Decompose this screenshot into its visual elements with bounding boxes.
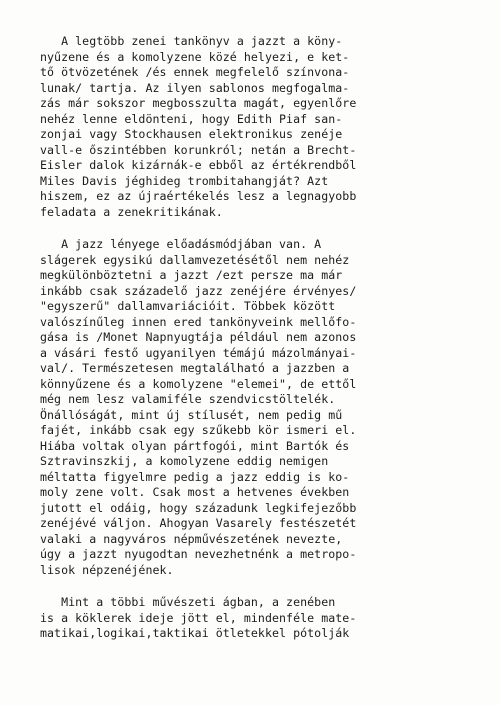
text-line: val/. Természetesen megtalálható a jazzben a xyxy=(40,361,350,375)
text-line: Eisler dalok kizárnák-e ebből az értékrendből xyxy=(40,158,357,172)
text-line: nyűzene és a komolyzene közé helyezi, e ket- xyxy=(40,49,350,64)
text-line: méltatta figyelmre pedig a jazz eddig is ko- xyxy=(40,469,350,484)
text-line: fajét, inkább csak egy szűkebb kör ismeri el. xyxy=(40,423,357,437)
text-line: valószínűleg innen ered tankönyveink mellőfo- xyxy=(40,314,357,329)
text-line: hiszem, ez az újraértékelés lesz a legnagyobb xyxy=(40,189,357,203)
text-line: A jazz lényege előadásmódjában van. A xyxy=(40,237,322,251)
text-line: A legtöbb zenei tankönyv a jazzt a köny- xyxy=(40,34,343,48)
text-line: lisok népzenéjének. xyxy=(40,562,174,577)
text-line: megkülönböztetni a jazzt /ezt persze ma már xyxy=(40,268,343,282)
text-line: Sztravinszkij, a komolyzene eddig nemigen xyxy=(40,454,329,468)
paragraph-gap xyxy=(40,578,490,595)
text-line: Önállóságát, mint új stílusét, nem pedig mű xyxy=(40,407,343,422)
text-line: moly zene volt. Csak most a hetvenes években xyxy=(40,485,350,499)
paragraph-3 xyxy=(40,595,490,642)
text-line: jutott el odáig, hogy századunk legkifejezőbb xyxy=(40,500,357,515)
paragraph-2 xyxy=(40,237,490,578)
text-line: inkább csak századelő jazz zenéjére érvényes/ xyxy=(40,283,357,298)
text-line: nehéz lenne eldönteni, hogy Edith Piaf san- xyxy=(40,111,343,126)
text-line: zenéjévé váljon. Ahogyan Vasarely festészetét xyxy=(40,516,357,530)
document-body xyxy=(40,34,490,642)
text-line: Mint a többi művészeti ágban, a zenében xyxy=(40,595,336,609)
text-line: úgy a jazzt nyugodtan nevezhetnénk a metropo- xyxy=(40,547,357,561)
text-line: tő ötvözetének /és ennek megfelelő színvona- xyxy=(40,65,350,79)
text-line: Miles Davis jéghideg trombitahangját? Azt xyxy=(40,173,329,188)
text-line: könnyűzene és a komolyzene "elemei", de ettől xyxy=(40,376,357,391)
text-line: vall-e őszintébben korunkról; netán a Brecht- xyxy=(40,142,357,157)
paragraph-1 xyxy=(40,34,490,220)
text-line: feladata a zenekritikának. xyxy=(40,204,223,219)
text-line: slágerek egysikú dallamvezetésétől nem nehéz xyxy=(40,252,350,267)
text-line: a vásári festő ugyanilyen témájú mázolmányai- xyxy=(40,345,357,360)
text-line: valaki a nagyváros népművészetének nevezte, xyxy=(40,531,343,546)
text-line: zás már sokszor megbosszulta magát, egyenlőre xyxy=(40,96,357,110)
text-line: lunak/ tartja. Az ilyen sablonos megfogalma- xyxy=(40,80,350,95)
paragraph-gap xyxy=(40,220,490,237)
text-line: "egyszerű" dallamvariációit. Többek között xyxy=(40,299,336,313)
text-line: matikai,logikai,taktikai ötletekkel pótolják xyxy=(40,626,350,640)
text-line: Hiába voltak olyan pártfogói, mint Bartók és xyxy=(40,438,350,453)
text-line: zonjai vagy Stockhausen elektronikus zenéje xyxy=(40,127,343,141)
text-line: még nem lesz valamiféle szendvicstöltelék. xyxy=(40,392,336,406)
text-line: gása is /Monet Napnyugtája például nem azonos xyxy=(40,330,357,344)
text-line: is a köklerek ideje jött el, mindenféle mate- xyxy=(40,610,357,625)
